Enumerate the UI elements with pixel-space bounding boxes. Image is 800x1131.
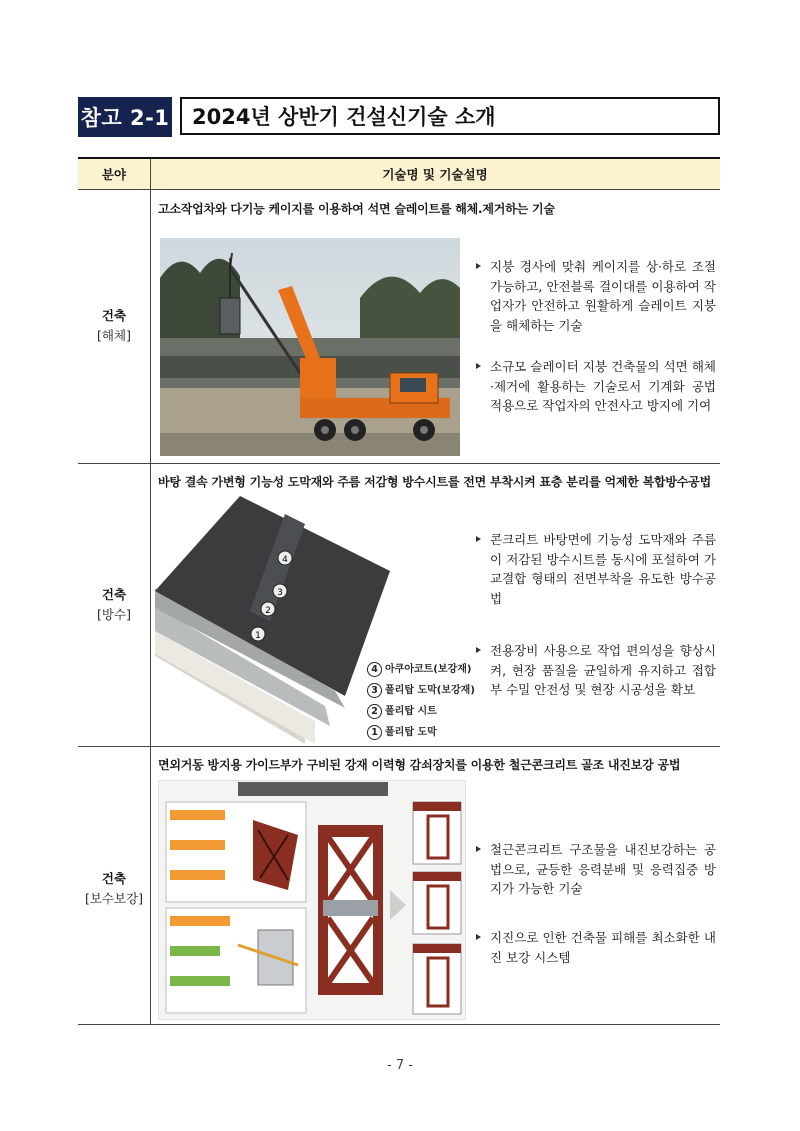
header-category: 분야: [101, 167, 127, 182]
svg-text:4: 4: [282, 555, 288, 565]
legend-item-2: 2 폴리탑 시트: [367, 702, 437, 719]
header-description: 기술명 및 기술설명: [382, 167, 488, 182]
bullet-triangle-icon: [476, 536, 481, 542]
row2-category-sub: [방수]: [97, 607, 131, 622]
row3-bullet-2-text: 지진으로 인한 건축물 피해를 최소화한 내진 보강 시스템: [490, 930, 716, 965]
row1-category-main: 건축: [101, 308, 127, 323]
row1-title: 고소작업차와 다기능 케이지를 이용하여 석면 슬레이트를 해체.제거하는 기술: [158, 202, 555, 216]
bullet-triangle-icon: [476, 647, 481, 653]
row-divider-2: [78, 746, 720, 747]
row1-category: [78, 306, 150, 346]
row2-bullet-2-text: 전용장비 사용으로 작업 편의성을 향상시켜, 현장 품질을 균일하게 유지하고 접합부 수밀 안전성 및 현장 시공성을 확보: [490, 643, 716, 697]
bullet-triangle-icon: [476, 934, 481, 940]
table-header-row: [78, 159, 720, 190]
page-number: - 7 -: [387, 1058, 413, 1073]
row2-bullet-1-text: 콘크리트 바탕면에 기능성 도막재와 주름이 저감된 방수시트를 동시에 포설하여 가교결합 형태의 전면부착을 유도한 방수공법: [490, 532, 716, 606]
legend-item-1: 1 폴리탑 도막: [367, 723, 437, 740]
row1-bullet-1: [476, 257, 716, 335]
svg-text:2: 2: [265, 606, 271, 616]
row-divider-1: [78, 463, 720, 464]
row2-title: 바탕 결속 가변형 기능성 도막재와 주름 저감형 방수시트를 전면 부착시켜 표층 분리를 억제한 복합방수공법: [158, 475, 711, 489]
section-tag: 참고 2-1: [78, 97, 172, 137]
row3-bullet-2: [476, 928, 716, 967]
bullet-triangle-icon: [476, 263, 481, 269]
row2-category-main: 건축: [101, 587, 127, 602]
seismic-damper-diagram: [158, 780, 466, 1020]
bullet-triangle-icon: [476, 363, 481, 369]
svg-text:1: 1: [255, 631, 261, 641]
legend-item-4: 4 아쿠아코트(보강재): [367, 660, 471, 677]
row1-bullet-2: [476, 357, 716, 416]
legend-item-3: 3 폴리탑 도막(보강재): [367, 681, 475, 698]
row3-bullet-1: [476, 840, 716, 899]
crane-truck-photo: [160, 238, 460, 456]
row1-category-sub: [해체]: [97, 328, 131, 343]
bullet-triangle-icon: [476, 846, 481, 852]
row3-category-sub: [보수보강]: [84, 891, 144, 906]
row1-bullet-2-text: 소규모 슬레이터 지붕 건축물의 석면 해체·제거에 활용하는 기술로서 기계화 공법 적용으로 작업자의 안전사고 방지에 기여: [490, 359, 716, 413]
row1-bullet-1-text: 지붕 경사에 맞춰 케이지를 상·하로 조절가능하고, 안전블록 걸이대를 이용하여 작업자가 안전하고 원활하게 슬레이트 지붕을 해체하는 기술: [490, 259, 716, 333]
row2-category: [78, 585, 150, 625]
table-bottom-border: [78, 1024, 720, 1025]
row2-bullet-1: [476, 530, 716, 608]
row3-category: [78, 869, 150, 909]
column-divider: [150, 159, 151, 1025]
row3-title: 면외거동 방지용 가이드부가 구비된 강재 이력형 감쇠장치를 이용한 철근콘크리트 골조 내진보강 공법: [158, 758, 681, 772]
svg-text:3: 3: [277, 588, 283, 598]
row3-bullet-1-text: 철근콘크리트 구조물을 내진보강하는 공법으로, 균등한 응력분배 및 응력집중 방지가 가능한 기술: [490, 842, 716, 896]
row3-category-main: 건축: [101, 871, 127, 886]
page-title: 2024년 상반기 건설신기술 소개: [180, 97, 720, 135]
row2-bullet-2: [476, 641, 716, 700]
